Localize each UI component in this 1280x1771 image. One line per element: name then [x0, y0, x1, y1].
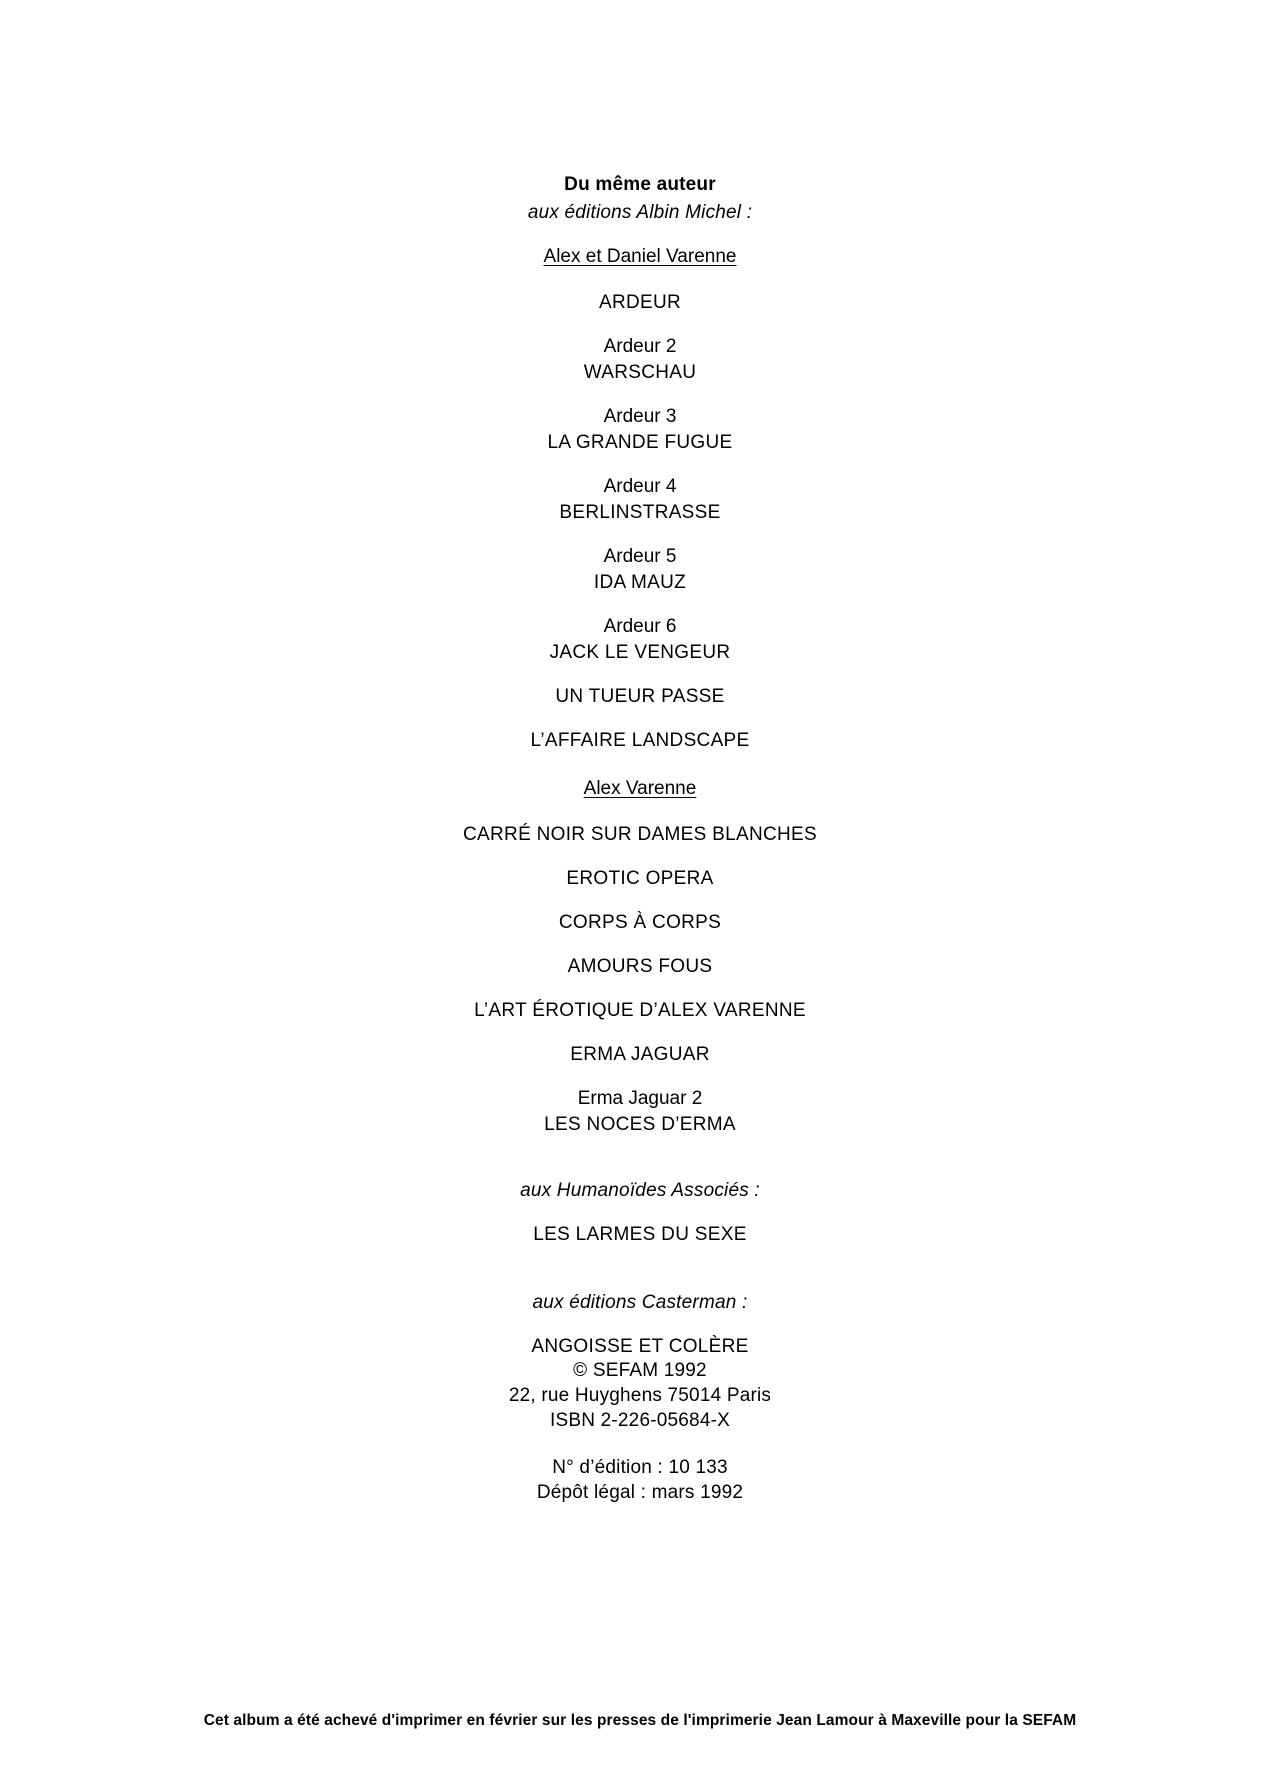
printer-imprint-line: Cet album a été achevé d'imprimer en février sur les presses de l'imprimerie Jean Lamour à Maxeville pour la SEFAM — [203, 1712, 1077, 1729]
work-title: LA GRANDE FUGUE — [547, 432, 733, 453]
work-item — [0, 866, 1280, 892]
section-author-name: Alex Varenne — [583, 778, 697, 799]
work-title: AMOURS FOUS — [567, 956, 713, 977]
work-series: Ardeur 4 — [603, 476, 677, 497]
work-title: UN TUEUR PASSE — [555, 686, 725, 707]
work-title: L’ART ÉROTIQUE D’ALEX VARENNE — [474, 1000, 806, 1021]
work-series: Ardeur 5 — [603, 546, 677, 567]
work-item — [0, 334, 1280, 386]
work-item — [0, 954, 1280, 980]
work-title: L’AFFAIRE LANDSCAPE — [530, 730, 750, 751]
work-item — [0, 474, 1280, 526]
work-title: WARSCHAU — [583, 362, 697, 383]
address-line: 22, rue Huyghens 75014 Paris — [508, 1385, 772, 1406]
work-title: BERLINSTRASSE — [559, 502, 721, 523]
work-item — [0, 684, 1280, 710]
work-title: JACK LE VENGEUR — [549, 642, 731, 663]
spacer — [0, 1433, 1280, 1455]
legal-deposit-line: Dépôt légal : mars 1992 — [536, 1482, 744, 1503]
work-title: LES NOCES D’ERMA — [544, 1114, 736, 1135]
work-item — [0, 728, 1280, 754]
work-title: IDA MAUZ — [593, 572, 687, 593]
work-series: Ardeur 3 — [603, 406, 677, 427]
section-author-name: Alex et Daniel Varenne — [543, 246, 737, 267]
publisher-block-humanoides — [0, 1176, 1280, 1250]
work-title: LES LARMES DU SEXE — [533, 1224, 747, 1245]
work-title: CARRÉ NOIR SUR DAMES BLANCHES — [463, 824, 817, 845]
work-item — [0, 998, 1280, 1024]
author-section-alex-varenne — [0, 774, 1280, 1138]
copyright-line: © SEFAM 1992 — [573, 1360, 707, 1381]
work-title: CORPS À CORPS — [558, 912, 722, 933]
colophon — [0, 1358, 1280, 1505]
publisher-block-casterman — [0, 1288, 1280, 1362]
work-item — [0, 404, 1280, 456]
publisher-name: aux Humanoïdes Associés : — [520, 1180, 760, 1201]
publisher-name: aux éditions Casterman : — [532, 1292, 748, 1313]
work-series: Erma Jaguar 2 — [577, 1088, 703, 1109]
edition-number-line: N° d’édition : 10 133 — [552, 1457, 728, 1478]
work-item — [0, 1086, 1280, 1138]
masthead — [0, 172, 1280, 228]
work-item — [0, 290, 1280, 316]
works-list — [0, 290, 1280, 754]
author-section-varenne-duo — [0, 242, 1280, 754]
work-title: ARDEUR — [598, 292, 682, 313]
work-item — [0, 822, 1280, 848]
work-series: Ardeur 6 — [603, 616, 677, 637]
work-item — [0, 1042, 1280, 1068]
work-title: EROTIC OPERA — [566, 868, 714, 889]
work-item — [0, 544, 1280, 596]
work-item — [0, 614, 1280, 666]
work-series: Ardeur 2 — [603, 336, 677, 357]
works-list — [0, 822, 1280, 1138]
primary-publisher-label: aux éditions Albin Michel : — [527, 202, 753, 223]
page-title: Du même auteur — [564, 174, 716, 195]
isbn-line: ISBN 2-226-05684-X — [550, 1410, 730, 1431]
work-title: ANGOISSE ET COLÈRE — [531, 1336, 749, 1357]
work-title: ERMA JAGUAR — [570, 1044, 710, 1065]
work-item — [0, 910, 1280, 936]
